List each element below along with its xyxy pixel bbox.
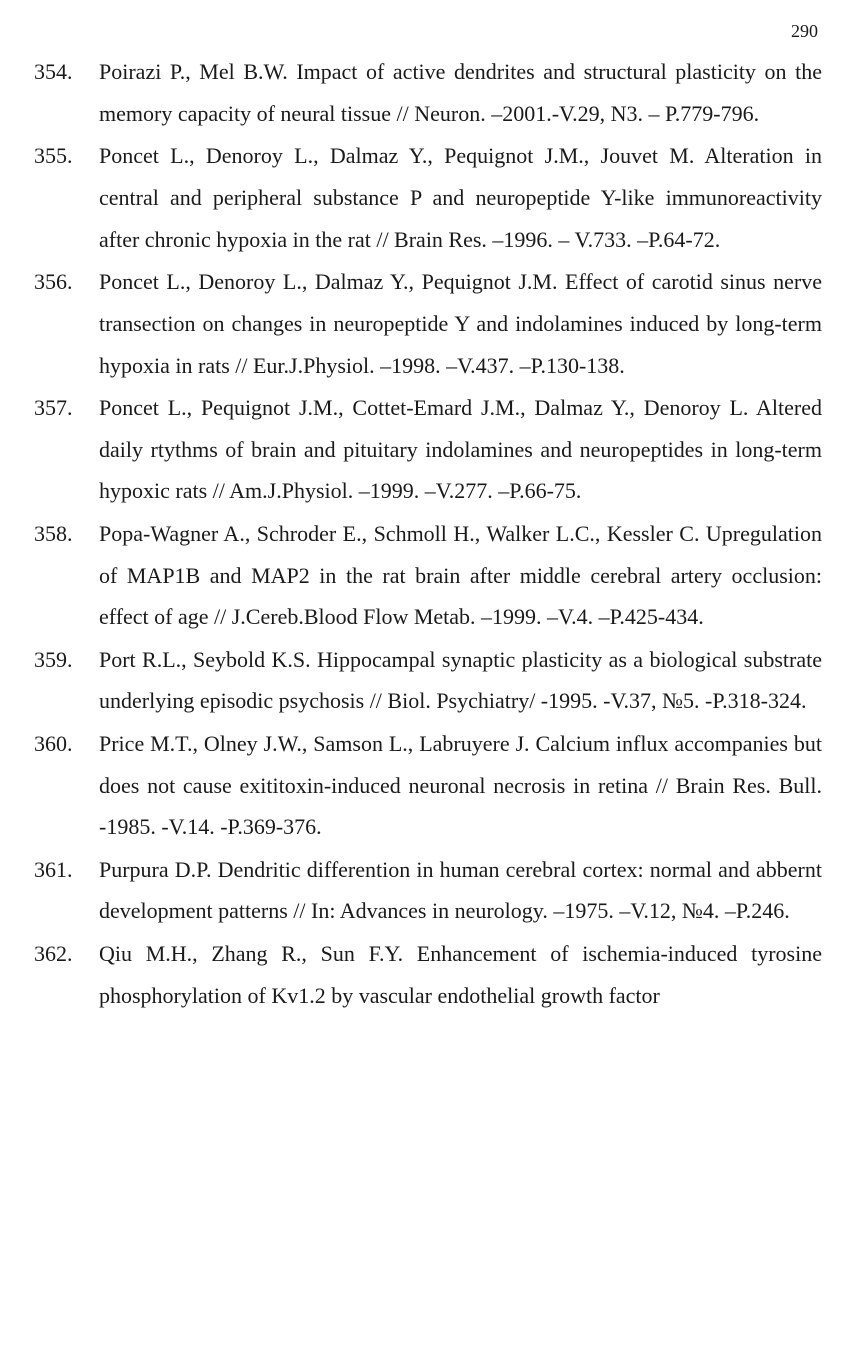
page-number: 290 xyxy=(791,21,818,41)
reference-item xyxy=(34,513,822,638)
reference-item xyxy=(34,51,822,135)
reference-item xyxy=(34,723,822,848)
reference-text: Poncet L., Denoroy L., Dalmaz Y., Pequignot J.M., Jouvet M. Alteration in central and peripheral substance P and neuropeptide Y-like immunoreactivity after chronic hypoxia in the rat // Brain Res. –1996. – V.733. –P.64-72. xyxy=(99,143,822,252)
reference-item xyxy=(34,261,822,386)
reference-number: 356. xyxy=(34,268,73,294)
reference-item xyxy=(34,135,822,260)
reference-number: 361. xyxy=(34,856,73,882)
reference-item xyxy=(34,387,822,512)
reference-number: 360. xyxy=(34,730,73,756)
reference-text: Purpura D.P. Dendritic differention in human cerebral cortex: normal and abbernt development patterns // In: Advances in neurology. –1975. –V.12, №4. –P.246. xyxy=(99,856,822,924)
reference-number: 359. xyxy=(34,646,73,672)
reference-number: 354. xyxy=(34,59,73,84)
reference-text: Poncet L., Pequignot J.M., Cottet-Emard J.M., Dalmaz Y., Denoroy L. Altered daily rtythms of brain and pituitary indolamines and neuropeptides in long-term hypoxic rats // Am.J.Physiol. –1999. –V.277. –P.66-75. xyxy=(99,394,822,504)
reference-number: 362. xyxy=(34,940,73,966)
reference-item xyxy=(34,933,822,1017)
reference-text: Popa-Wagner A., Schroder E., Schmoll H., Walker L.C., Kessler C. Upregulation of MAP1B and MAP2 in the rat brain after middle cerebral artery occlusion: effect of age // J.Cereb.Blood Flow Metab. –1999. –V.4. –P.425-434. xyxy=(99,520,822,630)
reference-text: Port R.L., Seybold K.S. Hippocampal synaptic plasticity as a biological substrate underlying episodic psychosis // Biol. Psychiatry/ -1995. -V.37, №5. -P.318-324. xyxy=(99,646,822,714)
reference-text: Poncet L., Denoroy L., Dalmaz Y., Pequignot J.M. Effect of carotid sinus nerve transection on changes in neuropeptide Y and indolamines induced by long-term hypoxia in rats // Eur.J.Physiol. –1998. –V.437. –P.130-138. xyxy=(99,268,822,378)
reference-text: Price M.T., Olney J.W., Samson L., Labruyere J. Calcium influx accompanies but does not cause exititoxin-induced neuronal necrosis in retina // Brain Res. Bull. -1985. -V.14. -P.369-376. xyxy=(99,730,822,840)
reference-number: 355. xyxy=(34,143,73,169)
reference-text: Qiu M.H., Zhang R., Sun F.Y. Enhancement of ischemia-induced tyrosine phosphorylation of Kv1.2 by vascular endothelial growth factor xyxy=(99,940,822,1008)
reference-text: Poirazi P., Mel B.W. Impact of active dendrites and structural plasticity on the memory capacity of neural tissue // Neuron. –2001.-V.29, N3. – P.779-796. xyxy=(99,59,822,126)
reference-list xyxy=(34,51,822,1016)
reference-item xyxy=(34,639,822,723)
reference-number: 357. xyxy=(34,394,73,420)
reference-number: 358. xyxy=(34,520,73,546)
reference-item xyxy=(34,849,822,933)
